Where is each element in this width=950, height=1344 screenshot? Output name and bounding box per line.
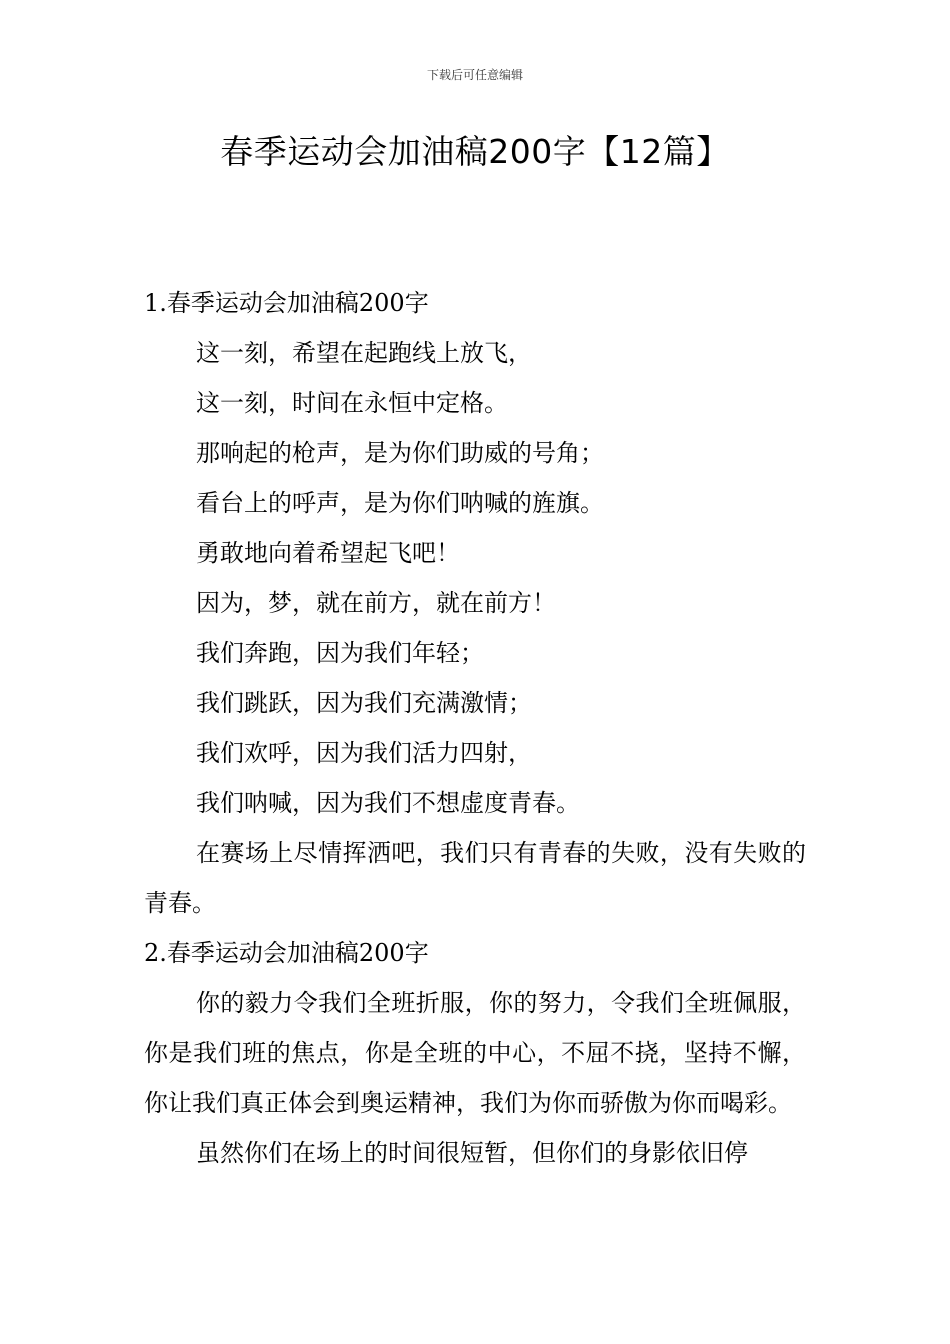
poem-line: 那响起的枪声，是为你们助威的号角； [196,439,604,467]
poem-line: 勇敢地向着希望起飞吧！ [196,539,460,567]
closing-paragraph: 在赛场上尽情挥洒吧，我们只有青春的失败，没有失败的青春。 [144,839,806,917]
poem-line: 这一刻，希望在起跑线上放飞， [196,339,532,367]
poem-line: 我们呐喊，因为我们不想虚度青春。 [196,789,580,817]
document-body [144,278,806,1178]
poem-line: 我们奔跑，因为我们年轻； [196,639,484,667]
poem-line: 这一刻，时间在永恒中定格。 [196,389,508,417]
section-heading-1: 1.春季运动会加油稿200字 [144,289,429,317]
poem-line: 我们跳跃，因为我们充满激情； [196,689,532,717]
poem-line: 因为，梦，就在前方，就在前方！ [196,589,556,617]
poem-line: 我们欢呼，因为我们活力四射， [196,739,532,767]
section-heading-2: 2.春季运动会加油稿200字 [144,939,429,967]
body-paragraph: 你的毅力令我们全班折服，你的努力，令我们全班佩服，你是我们班的焦点，你是全班的中心，不屈不挠，坚持不懈，你让我们真正体会到奥运精神，我们为你而骄傲为你而喝彩。 [144,989,806,1117]
body-paragraph: 虽然你们在场上的时间很短暂，但你们的身影依旧停 [196,1139,748,1167]
header-note: 下载后可任意编辑 [426,68,523,82]
poem-line: 看台上的呼声，是为你们呐喊的旌旗。 [196,489,604,517]
document-title: 春季运动会加油稿200字【12篇】 [220,132,730,171]
